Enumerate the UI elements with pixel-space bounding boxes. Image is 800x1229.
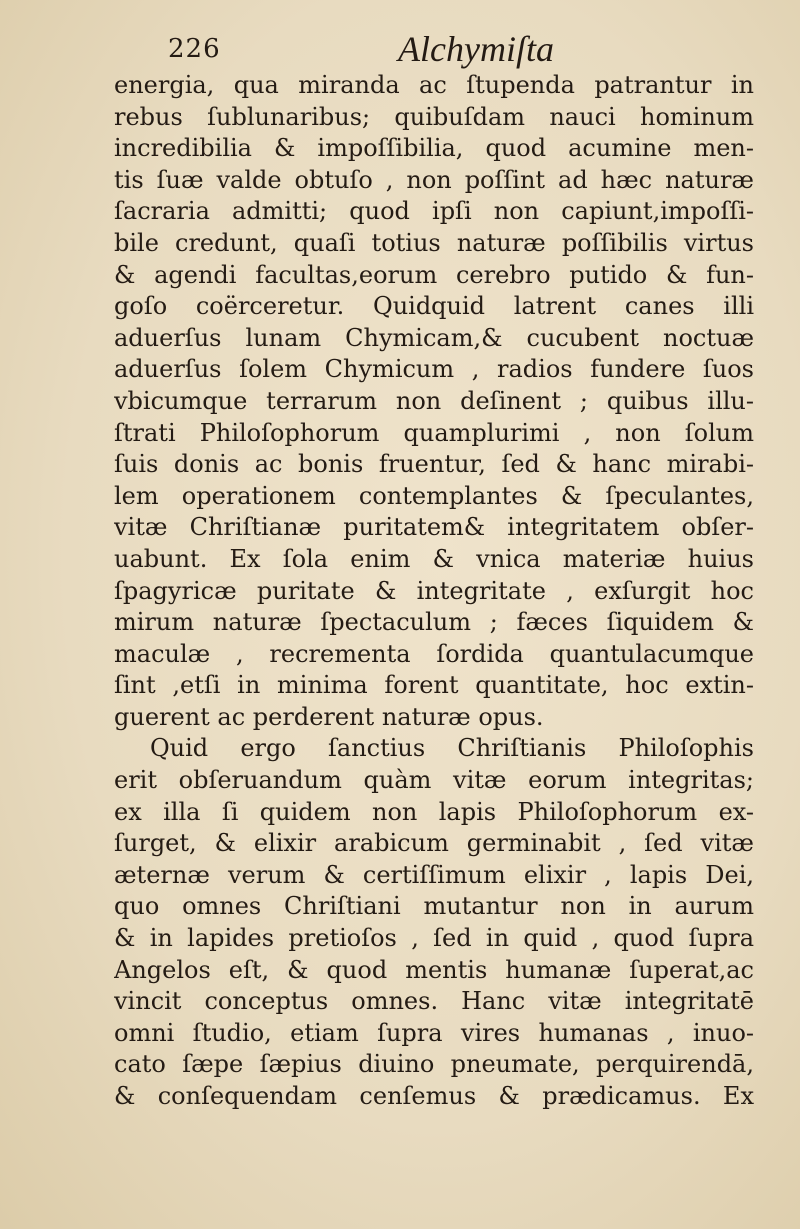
text-line: ex illa ſi quidem non lapis Philoſophorum ex- (114, 797, 754, 826)
text-line: goſo coërceretur. Quidquid latrent canes illi (114, 292, 754, 321)
text-line: tis ſuæ valde obtuſo , non poſſint ad hæc naturæ (114, 165, 754, 194)
text-line: aduerſus ſolem Chymicum , radios fundere ſuos (114, 355, 754, 384)
text-line: Quid ergo ſanctius Chriſtianis Philoſophis (150, 734, 754, 763)
text-line: lem operationem contemplantes & ſpeculantes, (114, 481, 754, 510)
text-line: ſint ,etſi in minima forent quantitate, hoc extin- (114, 671, 754, 700)
text-line: Angelos eſt, & quod mentis humanæ ſuperat,ac (114, 955, 754, 984)
text-line: & conſequendam cenſemus & prædicamus. Ex (114, 1082, 754, 1110)
text-line: cato ſæpe ſæpius diuino pneumate, perquirendā, (114, 1050, 754, 1079)
text-line: erit obſeruandum quàm vitæ eorum integritas; (114, 766, 754, 795)
text-line: aduerſus lunam Chymicam,& cucubent noctuæ (114, 323, 754, 352)
text-line: uabunt. Ex ſola enim & vnica materiæ huius (114, 544, 754, 573)
text-line: ſurget, & elixir arabicum germinabit , ſed vitæ (114, 829, 754, 858)
text-line: ſuis donis ac bonis fruentur, ſed & hanc mirabi- (114, 450, 754, 479)
page-header (168, 24, 768, 76)
text-line: mirum naturæ ſpectaculum ; fæces ſiquidem & (114, 608, 754, 637)
text-line: ſacraria admitti; quod ipſi non capiunt,impoſſi- (114, 197, 754, 226)
text-line: guerent ac perderent naturæ opus. (114, 702, 544, 731)
text-line: bile credunt, quaſi totius naturæ poſſibilis virtus (114, 228, 754, 257)
text-line: ſtrati Philoſophorum quamplurimi , non ſolum (114, 418, 754, 447)
running-head: Alchymiſta (398, 29, 554, 69)
text-line: ſpagyricæ puritate & integritate , exſurgit hoc (114, 576, 754, 605)
text-line: vbicumque terrarum non deſinent ; quibus illu- (114, 386, 754, 415)
text-line: omni ſtudio, etiam ſupra vires humanas , inuo- (114, 1018, 754, 1047)
text-line: & agendi facultas,eorum cerebro putido & fun- (114, 260, 754, 289)
text-line: energia, qua miranda ac ſtupenda patrantur in (114, 71, 754, 99)
text-line: rebus ſublunaribus; quibuſdam nauci hominum (114, 102, 754, 131)
text-line: vitæ Chriſtianæ puritatem& integritatem obſer- (114, 513, 754, 542)
body-text (114, 70, 754, 1113)
text-line: vincit conceptus omnes. Hanc vitæ integritatē (114, 987, 754, 1016)
page-number: 226 (168, 34, 221, 64)
text-line: & in lapides pretioſos , ſed in quid , quod ſupra (114, 924, 754, 953)
text-line: quo omnes Chriſtiani mutantur non in aurum (114, 892, 754, 921)
text-line: æternæ verum & certiſſimum elixir , lapis Dei, (114, 860, 754, 889)
text-line: incredibilia & impoſſibilia, quod acumine men- (114, 134, 754, 163)
text-line: maculæ , recrementa ſordida quantulacumque (114, 639, 754, 668)
